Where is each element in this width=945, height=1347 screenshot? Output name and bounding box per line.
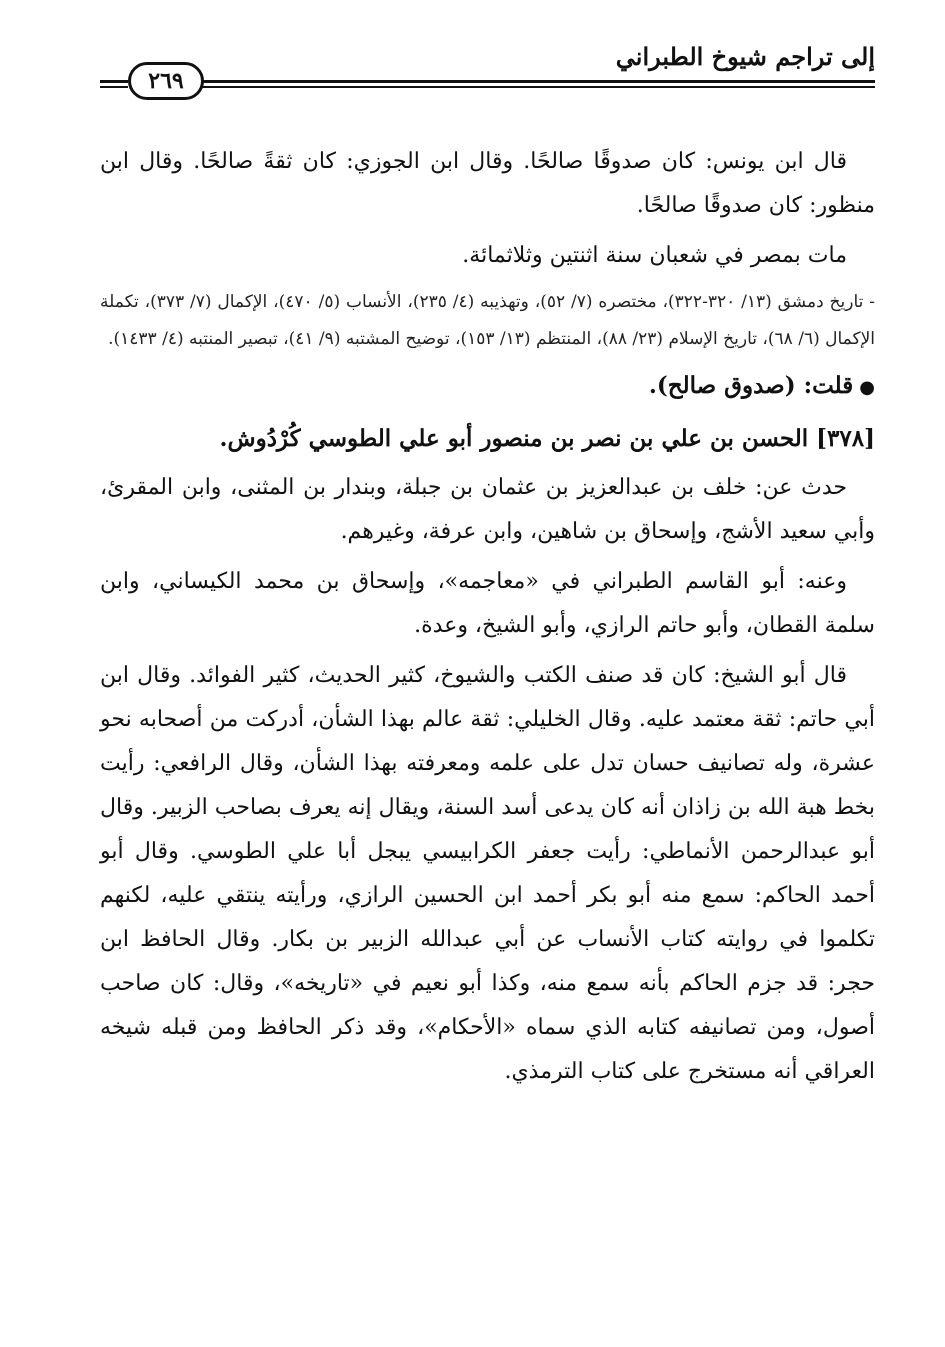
header-rule xyxy=(100,86,128,88)
page-number: ٢٦٩ xyxy=(128,62,204,100)
running-title: إلى تراجم شيوخ الطبراني xyxy=(615,42,875,71)
paragraph: قال أبو الشيخ: كان قد صنف الكتب والشيوخ، كثير الحديث، كثير الفوائد. وقال ابن أبي حاتم: ثقة معتمد عليه. وقال الخليلي: ثقة عالم بهذا الشأن، أدركت من أصحابه نحو عشرة، وله تصانيف حسان تدل على علمه ومعرفته بهذا الشأن، وقال الرافعي: رأيت بخط هبة الله بن زاذان أنه كان يدعى أسد السنة، ويقال إنه يعرف بصاحب الزبير. وقال أبو عبدالرحمن الأنماطي: رأيت جعفر الكرابيسي يبجل أبا علي الطوسي. وقال أبو أحمد الحاكم: سمع منه أبو بكر أحمد ابن الحسين الرازي، ورأيته ينتقي عليه، لكنهم تكلموا في روايته كتاب الأنساب عن أبي عبدالله الزبير بن بكار. وقال الحافظ ابن حجر: قد جزم الحاكم بأنه سمع منه، وكذا أبو نعيم في «تاريخه»، وقال: كان صاحب أصول، ومن تصانيفه كتابه الذي سماه «الأحكام»، وقد ذكر الحافظ ومن قبله شيخه العراقي أنه مستخرج على كتاب الترمذي. xyxy=(100,663,875,1084)
page-body xyxy=(100,140,875,1100)
header-rule xyxy=(195,80,875,83)
bullet-icon: ● xyxy=(859,377,875,398)
header-rule xyxy=(195,86,875,88)
paragraph: قال ابن يونس: كان صدوقًا صالحًا. وقال ابن الجوزي: كان ثقةً صالحًا. وقال ابن منظور: كان صدوقًا صالحًا. xyxy=(100,149,875,218)
paragraph: مات بمصر في شعبان سنة اثنتين وثلاثمائة. xyxy=(462,243,847,268)
verdict-line xyxy=(100,364,875,410)
sources-list: - تاريخ دمشق (١٣/ ٣٢٠-٣٢٢)، مختصره (٧/ ٥٢)، وتهذيبه (٤/ ٢٣٥)، الأنساب (٥/ ٤٧٠)، الإكمال (٧/ ٣٧٣)، تكملة الإكمال (٦/ ٦٨)، تاريخ الإسلام (٢٣/ ٨٨)، المنتظم (١٣/ ١٥٣)، توضيح المشتبه (٩/ ٤١)، تبصير المنتبه (٤/ ١٤٣٣). xyxy=(100,292,875,349)
entry-heading: [٣٧٨] الحسن بن علي بن نصر بن منصور أبو علي الطوسي كُرْدُوش. xyxy=(219,425,875,452)
verdict-text: قلت: (صدوق صالح). xyxy=(648,372,854,399)
paragraph: وعنه: أبو القاسم الطبراني في «معاجمه»، وإسحاق بن محمد الكيساني، وابن سلمة القطان، وأبو حاتم الرازي، وأبو الشيخ، وعدة. xyxy=(100,569,875,638)
paragraph: حدث عن: خلف بن عبدالعزيز بن عثمان بن جبلة، وبندار بن المثنى، وابن المقرئ، وأبي سعيد الأشج، وإسحاق بن شاهين، وابن عرفة، وغيرهم. xyxy=(100,475,875,544)
page-header xyxy=(95,40,875,110)
header-rule xyxy=(100,80,128,83)
